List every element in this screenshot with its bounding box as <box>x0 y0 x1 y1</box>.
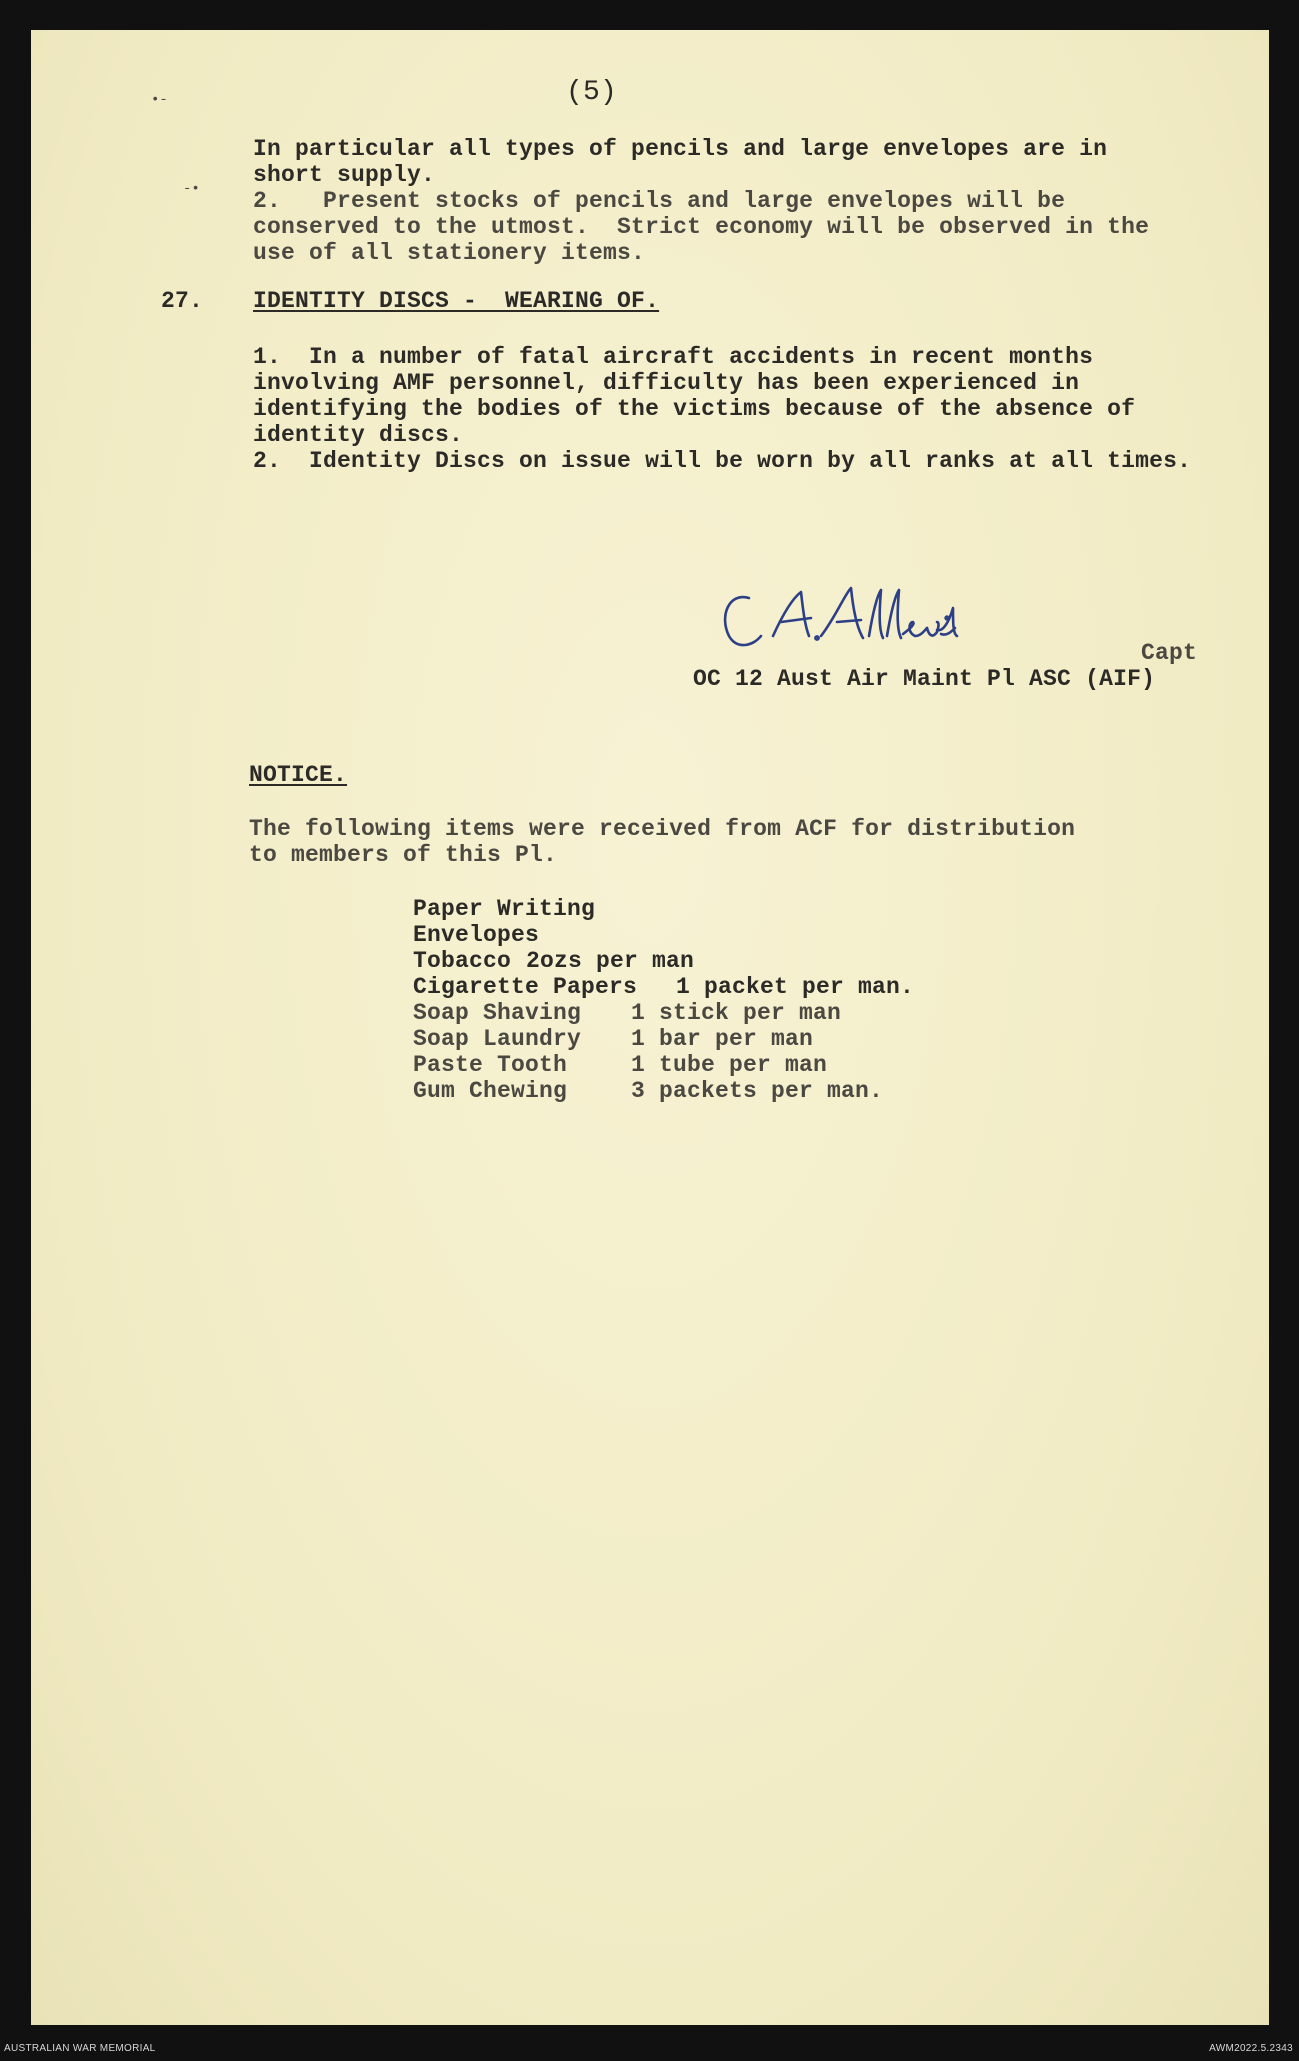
notice-item-name: Soap Shaving <box>413 1000 582 1026</box>
section-27-line: 2. Identity Discs on issue will be worn by all ranks at all times. <box>253 448 1192 474</box>
section-27-line: identity discs. <box>253 422 464 448</box>
section-heading: IDENTITY DISCS - WEARING OF. <box>253 288 660 314</box>
signatory-title: OC 12 Aust Air Maint Pl ASC (AIF) <box>693 666 1156 692</box>
notice-item-name: Envelopes <box>413 922 540 948</box>
section-27-line: involving AMF personnel, difficulty has been experienced in <box>253 370 1080 396</box>
stationery-line: In particular all types of pencils and large envelopes are in <box>253 136 1108 162</box>
notice-intro-line: The following items were received from ACF for distribution <box>249 816 1076 842</box>
signatory-rank: Capt <box>1141 640 1198 666</box>
punch-mark: -• <box>183 181 200 197</box>
section-number: 27. <box>161 288 204 314</box>
notice-item-name: Cigarette Papers <box>413 974 638 1000</box>
stationery-line: short supply. <box>253 162 436 188</box>
notice-item-name: Gum Chewing <box>413 1078 568 1104</box>
notice-heading: NOTICE. <box>249 762 348 788</box>
notice-item-qty: 1 packet per man. <box>676 974 915 1000</box>
notice-item-name: Paper Writing <box>413 896 596 922</box>
notice-item-qty: 1 bar per man <box>631 1026 814 1052</box>
stationery-line: 2. Present stocks of pencils and large envelopes will be <box>253 188 1066 214</box>
page-number: (5) <box>566 77 618 108</box>
archive-reference: AWM2022.5.2343 <box>1209 2043 1293 2054</box>
section-27-line: 1. In a number of fatal aircraft accidents in recent months <box>253 344 1094 370</box>
archive-credit: AUSTRALIAN WAR MEMORIAL <box>4 2043 156 2054</box>
notice-item-qty: 1 stick per man <box>631 1000 842 1026</box>
notice-intro-line: to members of this Pl. <box>249 842 558 868</box>
notice-item-qty: 1 tube per man <box>631 1052 828 1078</box>
punch-mark: •- <box>151 92 168 108</box>
stationery-line: use of all stationery items. <box>253 240 646 266</box>
section-27-line: identifying the bodies of the victims because of the absence of <box>253 396 1136 422</box>
signature <box>711 578 971 658</box>
notice-item-name: Soap Laundry <box>413 1026 582 1052</box>
notice-item-qty: 2ozs per man <box>526 948 695 974</box>
stationery-line: conserved to the utmost. Strict economy will be observed in the <box>253 214 1150 240</box>
notice-item-name: Tobacco <box>413 948 512 974</box>
document-page <box>31 30 1269 2025</box>
notice-item-name: Paste Tooth <box>413 1052 568 1078</box>
notice-item-qty: 3 packets per man. <box>631 1078 884 1104</box>
